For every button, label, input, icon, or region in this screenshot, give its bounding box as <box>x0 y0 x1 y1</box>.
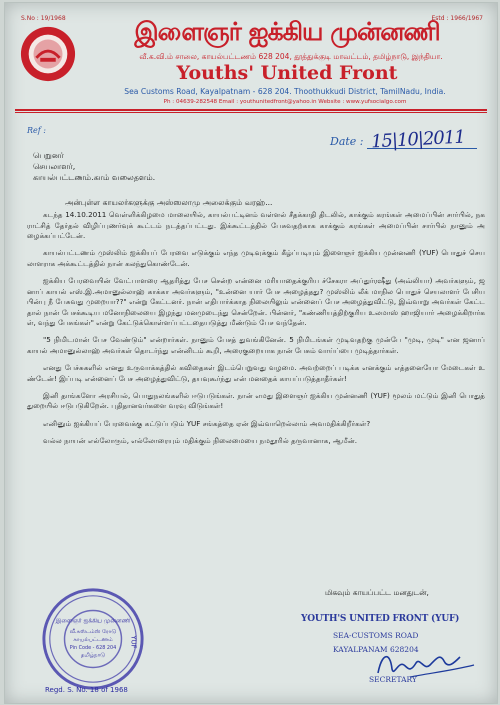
stamp-town: KAYALPANAM 628204 <box>333 645 419 654</box>
stamp-org-name: YOUTH'S UNITED FRONT (YUF) <box>301 614 460 624</box>
established-year: Estd : 1966/1967 <box>431 15 483 22</box>
recipient-address <box>33 150 155 183</box>
round-seal-stamp-icon <box>39 585 147 693</box>
seal-text: இளைஞர் ஐக்கிய முன்னணி <box>55 618 131 625</box>
seal-text: Pin Code - 628 204 <box>69 644 117 651</box>
body-paragraph: எனது பேச்சுகளில் எனது உருவாக்கத்தில் கவிதைகள் இடம்பெறுவது வழமை. அவற்றைப் படிக்க எனக்கும் எத்தனையோ மேடைகள் உண்டேன்! இப்படி என்னைப் பேச அழைத்துவிட்டு, தயவுகூர்ந்து என் மனதைக் காயப்படுத்தாதீர்கள்! <box>27 363 485 383</box>
header-divider-thin <box>15 112 487 113</box>
body-paragraph: வல்ல நாயன் எல்லோரும், எல்லோரையும் மதிக்கும் நிலைமையை நமதூரில் தருவானாக, ஆமீன். <box>43 435 358 445</box>
contact-details: Ph : 04639-282548 Email : youthunitedfront@yahoo.in Website : www.yufsocialgo.com <box>163 99 407 105</box>
letter-sheet <box>4 2 498 704</box>
closing-line: மிகவும் காயப்பட்ட மனதுடன், <box>325 588 429 597</box>
recipient-line: செயலாளர், <box>33 162 76 171</box>
letter-body <box>27 210 485 453</box>
registration-number: S.No : 19/1968 <box>21 15 66 22</box>
body-paragraph: ஐக்கிய பேரவையின் வேட்பாளரை ஆதரித்து பேச சென்ற என்னை மரியாதைக்குரிய ச்சேகரா அப்துர்ரஷீது (அவ்லியா) அவர்களும், ஜனாப் காயல் எஸ்.இ.அமானுல்லாஹ் காக்கா அவர்களும், "உன்னை யார் பேச அழைத்தது? முஸ்லிம் லீக் மாநில பொதுச் செயலாளர் பேசிய பின்பு நீ பேசுவது முறையா??" என்று கேட்டனர். நான் எதிபார்க்காத நிலையிலும் என்னைப் பேச அழைத்துவிட்டு, இவ்வாறு அவர்கள் கேட்டதால் நான் பேசக்கூடிய மனோநிலையை இழந்து மனமுடைந்து சென்றேன். பின்னர், "கண்ணியத்திற்குரிய உலமாஸ் ஹாஜியார் அழைக்கிறார்கள், வந்து பேசுங்கள்" என்று கேட்டுக்கொள்ளப்பட்டதையடுத்து மீண்டும் பேச வந்தேன். <box>27 275 485 328</box>
header-divider <box>15 109 487 111</box>
stamp-designation: SECRETARY <box>369 675 417 684</box>
stamp-road: SEA-CUSTOMS ROAD <box>333 631 419 640</box>
signature-icon <box>370 643 480 683</box>
date-label: Date : <box>330 135 364 148</box>
body-paragraph: இனி தாங்களோ அரசியல், பொதுநலங்களில் ஈடுபடுங்கள். நான் எமது இளைஞர் ஐக்கிய முன்னணி (YUF) மூலம் மட்டும் இனி பொதுத் துறையில் ஈடுபடுகிறேன். புதிதானவர்களை வரவு விடுங்கள்! <box>27 390 485 411</box>
recipient-line: பெறுனர் <box>33 151 64 160</box>
handwritten-date: 15|10|2011 <box>370 126 466 153</box>
seal-text: தமிழ்நாடு <box>80 652 106 659</box>
organization-logo-icon <box>19 25 77 83</box>
salutation: அன்புள்ள காயலர்களுக்கு அஸ்ஸலாமு அலைக்கும் வரஹ்... <box>65 198 273 207</box>
body-paragraph: கடந்த 14.10.2011 வெள்ளிக்கிழமை மாலையில், காயல்பட்டினம் வள்ளல் சீதக்காதி திடலில், காக்கும் கரங்கள் அமைப்பின் சார்பில், நகராட்சித் தேர்தல் விழிப்புணர்வுக் கூட்டம் நடத்தப்பட்டது. இக்கூட்டத்தில் பேசுவதற்காக காக்கும் கரங்கள் அமைப்பின் சார்பில் நானும் அழைக்கப்பட்டேன். <box>27 210 485 241</box>
seal-text: வீ.கஸ்டம்ஸ் ரோடு <box>69 629 117 636</box>
ref-label: Ref : <box>27 126 46 135</box>
body-paragraph: எனினும் ஐக்கியப் பேரவைக்கு கட்டுப்படும் YUF சங்கத்தை ஏன் இவ்வாறெல்லாம் அவமதிக்கிறீர்கள்? <box>43 418 371 428</box>
registration-footnote: Regd. S. No. 18 of 1968 <box>45 686 128 694</box>
tamil-address: வீ.க.வி.ம் சாலை, காயல்பட்டணம் 628 204, தூத்துக்குடி மாவட்டம், தமிழ்நாடு, இந்தியா. <box>139 52 443 61</box>
english-organization-title: Youths' United Front <box>176 62 398 84</box>
body-paragraph: "5 நிமிடமான் பேச வேண்டும்" என்றார்கள். நானும் பேசத் துவங்கினேன். 5 நிமிடங்கள் முடிவதற்கு முன்பே "முடி, முடி" என ஜனாப் காயல் அமானுல்லாஹ் அவர்கள் தொடர்ந்து என்னிடம் கூறி, அரைகுறையாக நான் பேசும் வாய்ப்பை முடித்தார்கள். <box>27 335 485 356</box>
english-address: Sea Customs Road, Kayalpatnam - 628 204. Thoothukkudi District, TamilNadu, India. <box>124 87 446 96</box>
seal-text: காயல்பட்டணம் <box>73 636 113 643</box>
recipient-line: காயல்பட்டணம்.காம் வலைதளம். <box>33 173 156 182</box>
seal-text: YUF <box>129 635 138 649</box>
tamil-organization-title: இளைஞர் ஐக்கிய முன்னணி <box>134 17 440 46</box>
body-paragraph: காயல்பட்டணம் முஸ்லிம் ஐக்கியப் பேரவை எடுக்கும் எந்த முடிவுக்கும் கீழ்ப்படியும் இளைஞர் ஐக்கிய முன்னணி (YUF) பொதுச் செயலாளராக அக்கூட்டத்தில் நான் கலந்துகொண்டேன். <box>27 248 485 268</box>
